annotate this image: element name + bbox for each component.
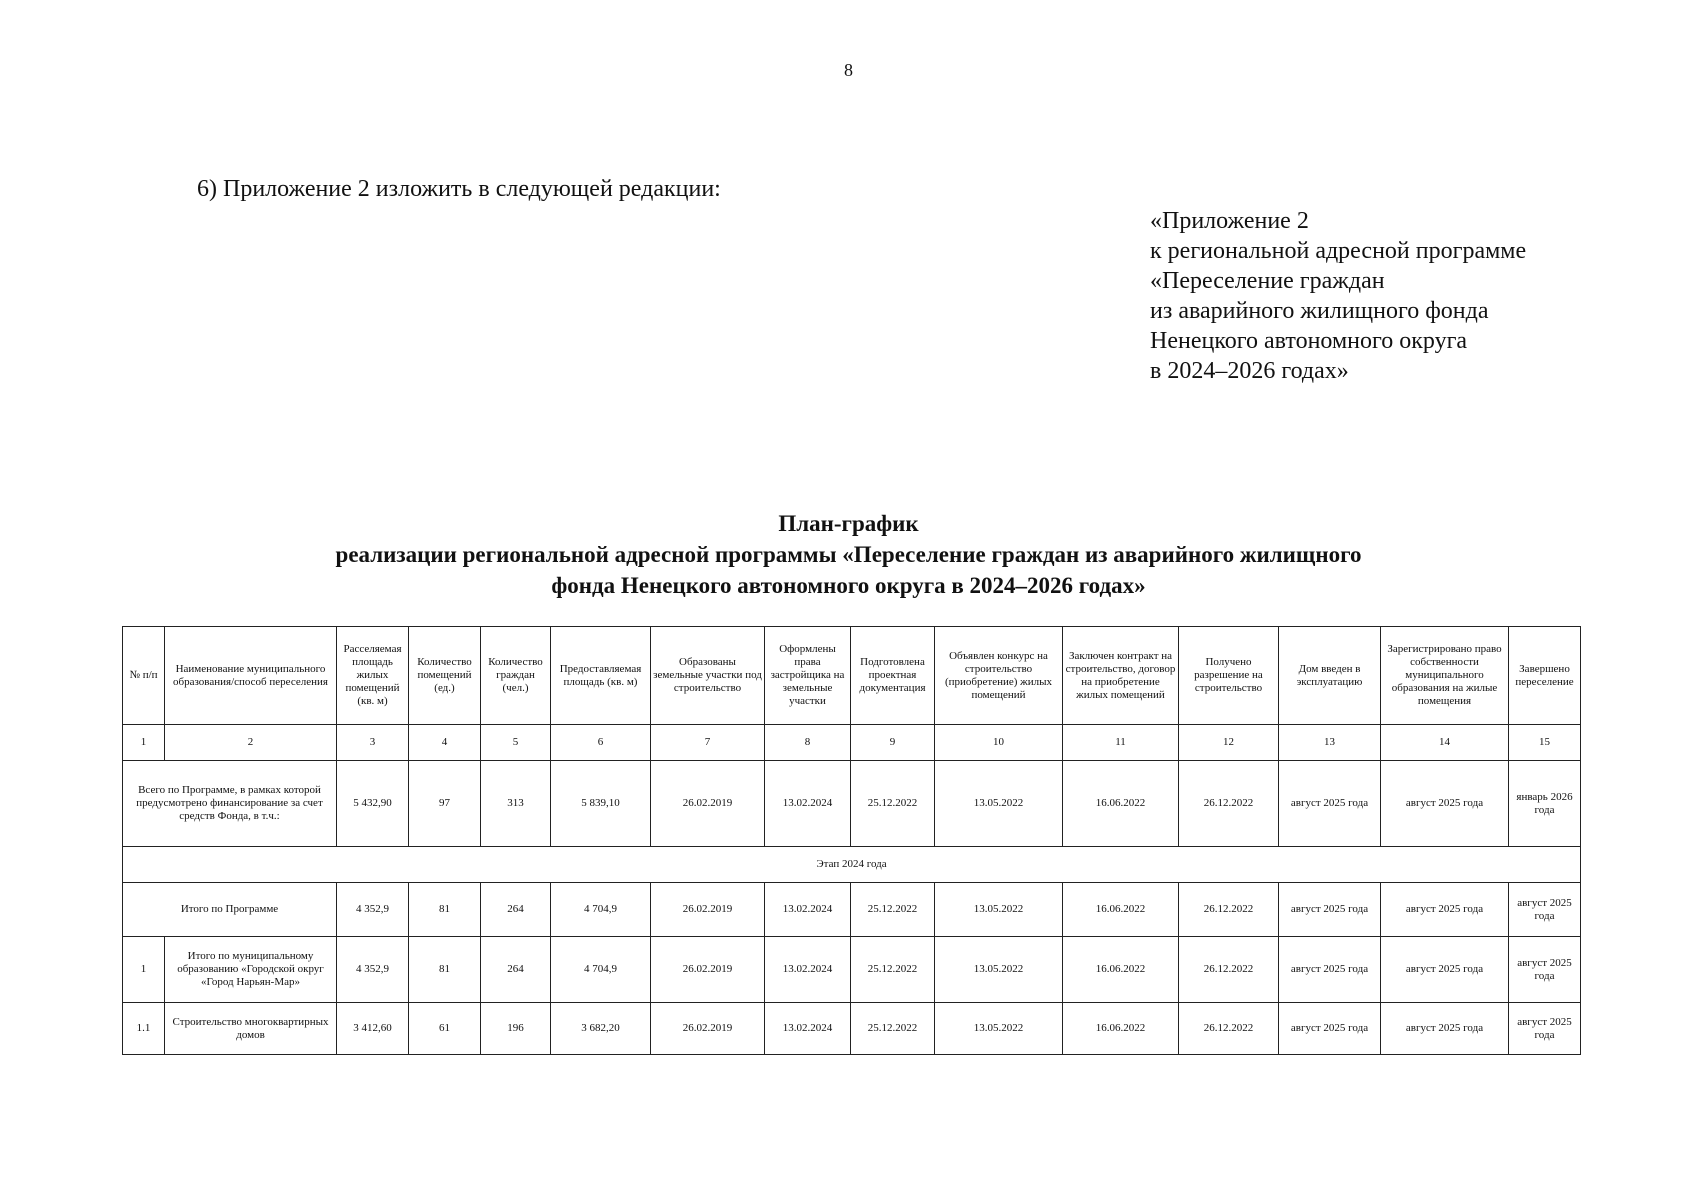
column-header: Объявлен конкурс на строительство (приобретение) жилых помещений	[935, 627, 1063, 725]
table-cell: 13.05.2022	[935, 937, 1063, 1003]
appendix-line: «Переселение граждан	[1150, 268, 1385, 294]
table-row-stage	[123, 847, 1581, 883]
row-label: Всего по Программе, в рамках которой предусмотрено финансирование за счет средств Фонда, в т.ч.:	[123, 761, 337, 847]
column-header: № п/п	[123, 627, 165, 725]
column-header: Предоставляемая площадь (кв. м)	[551, 627, 651, 725]
column-header: Наименование муниципального образования/способ переселения	[165, 627, 337, 725]
column-number: 2	[165, 725, 337, 761]
column-header: Оформлены права застройщика на земельные участки	[765, 627, 851, 725]
column-number: 10	[935, 725, 1063, 761]
appendix-line: в 2024–2026 годах»	[1150, 358, 1349, 384]
row-number: 1.1	[123, 1003, 165, 1055]
row-label: Итого по муниципальному образованию «Городской округ «Город Нарьян-Мар»	[165, 937, 337, 1003]
column-header: Расселяемая площадь жилых помещений (кв. м)	[337, 627, 409, 725]
table-cell: 3 682,20	[551, 1003, 651, 1055]
table-cell: 26.12.2022	[1179, 761, 1279, 847]
column-header: Завершено переселение	[1509, 627, 1581, 725]
table-cell: август 2025 года	[1381, 883, 1509, 937]
table-header-row	[123, 627, 1581, 725]
column-number: 6	[551, 725, 651, 761]
table-cell: 25.12.2022	[851, 1003, 935, 1055]
table-cell: август 2025 года	[1509, 937, 1581, 1003]
stage-label: Этап 2024 года	[123, 847, 1581, 883]
column-number: 9	[851, 725, 935, 761]
column-header: Зарегистрировано право собственности муниципального образования на жилые помещения	[1381, 627, 1509, 725]
table-cell: 264	[481, 883, 551, 937]
table-cell: 13.05.2022	[935, 883, 1063, 937]
table-cell: 13.02.2024	[765, 937, 851, 1003]
appendix-heading	[1150, 206, 1526, 386]
table-cell: август 2025 года	[1381, 937, 1509, 1003]
column-number: 3	[337, 725, 409, 761]
row-label: Строительство многоквартирных домов	[165, 1003, 337, 1055]
table-cell: 26.12.2022	[1179, 883, 1279, 937]
page-number: 8	[844, 60, 853, 80]
table-cell: 4 352,9	[337, 937, 409, 1003]
table-cell: 3 412,60	[337, 1003, 409, 1055]
table-row-municipal	[123, 937, 1581, 1003]
table-cell: 313	[481, 761, 551, 847]
table-cell: август 2025 года	[1279, 937, 1381, 1003]
table-cell: 16.06.2022	[1063, 883, 1179, 937]
table-cell: 5 839,10	[551, 761, 651, 847]
table-cell: 26.02.2019	[651, 761, 765, 847]
column-header: Количество помещений (ед.)	[409, 627, 481, 725]
table-cell: 25.12.2022	[851, 883, 935, 937]
column-header: Количество граждан (чел.)	[481, 627, 551, 725]
column-header: Подготовлена проектная документация	[851, 627, 935, 725]
table-cell: 26.02.2019	[651, 937, 765, 1003]
column-number-row	[123, 725, 1581, 761]
table-cell: 97	[409, 761, 481, 847]
table-cell: 26.02.2019	[651, 883, 765, 937]
row-number: 1	[123, 937, 165, 1003]
table-cell: август 2025 года	[1279, 761, 1381, 847]
table-cell: 25.12.2022	[851, 937, 935, 1003]
table-cell: 4 704,9	[551, 937, 651, 1003]
table-cell: 4 352,9	[337, 883, 409, 937]
table-cell: 196	[481, 1003, 551, 1055]
table-cell: 264	[481, 937, 551, 1003]
table-cell: 81	[409, 883, 481, 937]
column-header: Получено разрешение на строительство	[1179, 627, 1279, 725]
table-cell: 61	[409, 1003, 481, 1055]
column-number: 14	[1381, 725, 1509, 761]
appendix-line: к региональной адресной программе	[1150, 238, 1527, 264]
column-number: 8	[765, 725, 851, 761]
table-cell: 26.12.2022	[1179, 1003, 1279, 1055]
column-header: Заключен контракт на строительство, договор на приобретение жилых помещений	[1063, 627, 1179, 725]
title-line: фонда Ненецкого автономного округа в 2024–2026 годах»	[551, 573, 1146, 598]
schedule-table	[122, 626, 1581, 1055]
table-cell: 13.05.2022	[935, 1003, 1063, 1055]
table-cell: 81	[409, 937, 481, 1003]
intro-text: 6) Приложение 2 изложить в следующей редакции:	[197, 176, 721, 202]
column-number: 7	[651, 725, 765, 761]
table-cell: август 2025 года	[1279, 1003, 1381, 1055]
table-cell: 13.02.2024	[765, 883, 851, 937]
column-number: 1	[123, 725, 165, 761]
table-cell: 16.06.2022	[1063, 1003, 1179, 1055]
title-line: План-график	[778, 511, 919, 536]
table-row-construction	[123, 1003, 1581, 1055]
table-row-program	[123, 883, 1581, 937]
table-cell: август 2025 года	[1509, 883, 1581, 937]
column-header: Дом введен в эксплуатацию	[1279, 627, 1381, 725]
document-title	[0, 508, 1697, 601]
table-cell: август 2025 года	[1279, 883, 1381, 937]
table-cell: 4 704,9	[551, 883, 651, 937]
column-number: 15	[1509, 725, 1581, 761]
appendix-line: из аварийного жилищного фонда	[1150, 298, 1489, 324]
table-cell: 16.06.2022	[1063, 761, 1179, 847]
column-number: 13	[1279, 725, 1381, 761]
table-cell: 13.02.2024	[765, 761, 851, 847]
appendix-line: «Приложение 2	[1150, 208, 1309, 234]
title-line: реализации региональной адресной программы «Переселение граждан из аварийного жилищного	[335, 542, 1362, 567]
table-cell: август 2025 года	[1381, 1003, 1509, 1055]
table-row-total	[123, 761, 1581, 847]
column-number: 5	[481, 725, 551, 761]
table-cell: 5 432,90	[337, 761, 409, 847]
column-number: 4	[409, 725, 481, 761]
table-cell: 26.02.2019	[651, 1003, 765, 1055]
column-number: 11	[1063, 725, 1179, 761]
column-header: Образованы земельные участки под строительство	[651, 627, 765, 725]
column-number: 12	[1179, 725, 1279, 761]
table-cell: 13.02.2024	[765, 1003, 851, 1055]
table-cell: 16.06.2022	[1063, 937, 1179, 1003]
appendix-line: Ненецкого автономного округа	[1150, 328, 1468, 354]
table-cell: январь 2026 года	[1509, 761, 1581, 847]
table-cell: 26.12.2022	[1179, 937, 1279, 1003]
row-label: Итого по Программе	[123, 883, 337, 937]
table-cell: 25.12.2022	[851, 761, 935, 847]
table-cell: 13.05.2022	[935, 761, 1063, 847]
table-cell: август 2025 года	[1509, 1003, 1581, 1055]
table-cell: август 2025 года	[1381, 761, 1509, 847]
